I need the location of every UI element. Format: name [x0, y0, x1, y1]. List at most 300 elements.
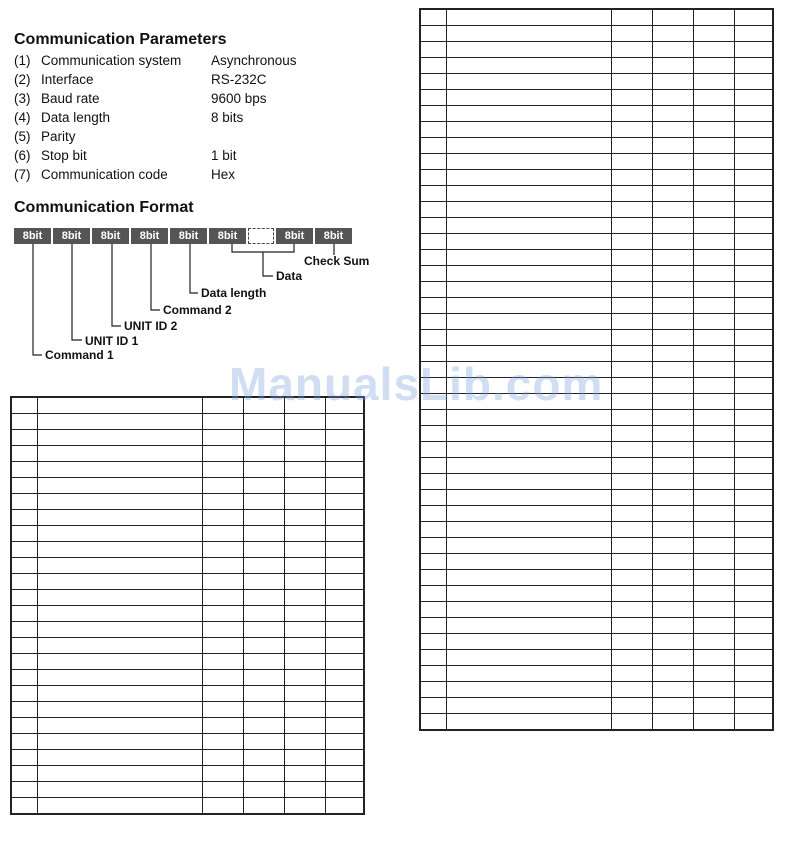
- table-cell: [611, 538, 652, 554]
- table-cell: [284, 590, 325, 606]
- table-cell: [243, 750, 284, 766]
- table-cell: [652, 538, 693, 554]
- table-row: [420, 330, 773, 346]
- table-cell: [652, 250, 693, 266]
- table-cell: [611, 298, 652, 314]
- param-value: 9600 bps: [211, 91, 267, 106]
- table-cell: [325, 638, 364, 654]
- table-cell: [284, 430, 325, 446]
- table-cell: [693, 458, 734, 474]
- table-cell: [446, 650, 611, 666]
- table-cell: [734, 522, 773, 538]
- table-row: [420, 698, 773, 714]
- label-command2: Command 2: [163, 303, 232, 317]
- table-cell: [243, 446, 284, 462]
- table-cell: [734, 570, 773, 586]
- table-cell: [420, 186, 446, 202]
- table-row: [11, 574, 364, 590]
- table-cell: [652, 618, 693, 634]
- table-cell: [734, 458, 773, 474]
- table-row: [11, 654, 364, 670]
- table-cell: [652, 154, 693, 170]
- table-cell: [611, 122, 652, 138]
- table-cell: [243, 798, 284, 815]
- table-cell: [734, 698, 773, 714]
- table-cell: [734, 186, 773, 202]
- table-cell: [734, 74, 773, 90]
- table-cell: [734, 218, 773, 234]
- table-cell: [420, 282, 446, 298]
- param-num: (1): [14, 53, 31, 68]
- table-cell: [652, 186, 693, 202]
- table-cell: [243, 622, 284, 638]
- table-cell: [693, 602, 734, 618]
- table-cell: [652, 90, 693, 106]
- table-cell: [734, 346, 773, 362]
- table-cell: [611, 634, 652, 650]
- table-row: [420, 26, 773, 42]
- table-cell: [652, 266, 693, 282]
- table-cell: [652, 682, 693, 698]
- data-bracket: [232, 244, 294, 252]
- table-cell: [284, 478, 325, 494]
- table-cell: [325, 654, 364, 670]
- table-cell: [202, 574, 243, 590]
- table-cell: [37, 446, 202, 462]
- table-cell: [325, 782, 364, 798]
- table-cell: [446, 330, 611, 346]
- table-cell: [446, 618, 611, 634]
- table-cell: [284, 462, 325, 478]
- table-cell: [652, 234, 693, 250]
- byte-cell: 8bit: [209, 228, 246, 244]
- table-cell: [446, 458, 611, 474]
- table-cell: [611, 490, 652, 506]
- table-cell: [243, 590, 284, 606]
- table-cell: [325, 542, 364, 558]
- table-cell: [693, 106, 734, 122]
- table-cell: [693, 282, 734, 298]
- table-row: [420, 618, 773, 634]
- table-cell: [611, 74, 652, 90]
- table-row: [420, 666, 773, 682]
- table-cell: [693, 618, 734, 634]
- table-cell: [611, 282, 652, 298]
- table-cell: [734, 26, 773, 42]
- table-cell: [734, 474, 773, 490]
- table-cell: [734, 298, 773, 314]
- table-cell: [652, 314, 693, 330]
- table-cell: [243, 558, 284, 574]
- table-cell: [611, 202, 652, 218]
- table-cell: [420, 698, 446, 714]
- table-cell: [202, 414, 243, 430]
- table-cell: [611, 26, 652, 42]
- table-cell: [420, 538, 446, 554]
- table-cell: [611, 682, 652, 698]
- table-cell: [446, 9, 611, 26]
- table-cell: [734, 410, 773, 426]
- table-cell: [325, 622, 364, 638]
- table-cell: [284, 542, 325, 558]
- table-cell: [325, 494, 364, 510]
- table-row: [11, 622, 364, 638]
- leader-command2: [151, 244, 160, 310]
- table-cell: [243, 702, 284, 718]
- table-row: [420, 634, 773, 650]
- table-cell: [611, 714, 652, 731]
- table-cell: [11, 494, 37, 510]
- table-cell: [284, 702, 325, 718]
- table-cell: [420, 106, 446, 122]
- table-cell: [693, 426, 734, 442]
- table-cell: [652, 666, 693, 682]
- param-label: Interface: [41, 72, 94, 87]
- table-row: [11, 414, 364, 430]
- param-num: (4): [14, 110, 31, 125]
- param-label: Parity: [41, 129, 76, 144]
- table-cell: [37, 462, 202, 478]
- table-cell: [734, 442, 773, 458]
- table-cell: [652, 490, 693, 506]
- param-label: Baud rate: [41, 91, 100, 106]
- table-cell: [325, 670, 364, 686]
- table-row: [11, 670, 364, 686]
- table-cell: [37, 638, 202, 654]
- table-row: [420, 106, 773, 122]
- table-cell: [446, 74, 611, 90]
- table-cell: [693, 522, 734, 538]
- byte-cell: 8bit: [170, 228, 207, 244]
- param-num: (2): [14, 72, 31, 87]
- table-cell: [446, 474, 611, 490]
- table-row: [420, 266, 773, 282]
- table-cell: [37, 798, 202, 815]
- table-cell: [611, 186, 652, 202]
- table-cell: [37, 654, 202, 670]
- table-cell: [693, 138, 734, 154]
- table-cell: [11, 782, 37, 798]
- table-cell: [652, 170, 693, 186]
- table-cell: [734, 378, 773, 394]
- table-cell: [37, 478, 202, 494]
- table-cell: [734, 250, 773, 266]
- table-row: [420, 522, 773, 538]
- table-cell: [420, 522, 446, 538]
- table-cell: [693, 90, 734, 106]
- table-row: [11, 462, 364, 478]
- table-cell: [693, 122, 734, 138]
- table-cell: [11, 654, 37, 670]
- table-cell: [446, 298, 611, 314]
- table-cell: [693, 346, 734, 362]
- table-cell: [420, 330, 446, 346]
- table-cell: [611, 698, 652, 714]
- table-cell: [202, 734, 243, 750]
- table-cell: [611, 394, 652, 410]
- table-cell: [734, 138, 773, 154]
- table-cell: [11, 430, 37, 446]
- table-cell: [446, 490, 611, 506]
- byte-cell: 8bit: [92, 228, 129, 244]
- table-cell: [37, 782, 202, 798]
- byte-cell: 8bit: [131, 228, 168, 244]
- table-row: [11, 734, 364, 750]
- table-cell: [420, 634, 446, 650]
- table-cell: [611, 234, 652, 250]
- table-cell: [284, 750, 325, 766]
- table-cell: [37, 606, 202, 622]
- table-cell: [611, 346, 652, 362]
- table-cell: [243, 574, 284, 590]
- table-row: [420, 586, 773, 602]
- table-cell: [325, 574, 364, 590]
- table-cell: [734, 490, 773, 506]
- table-cell: [11, 446, 37, 462]
- table-cell: [37, 526, 202, 542]
- table-cell: [284, 798, 325, 815]
- table-cell: [420, 58, 446, 74]
- param-value: RS-232C: [211, 72, 267, 87]
- table-cell: [734, 282, 773, 298]
- table-cell: [243, 782, 284, 798]
- table-row: [420, 506, 773, 522]
- table-cell: [325, 462, 364, 478]
- table-cell: [243, 478, 284, 494]
- table-cell: [420, 442, 446, 458]
- table-cell: [652, 506, 693, 522]
- table-cell: [11, 526, 37, 542]
- table-cell: [734, 362, 773, 378]
- table-cell: [446, 506, 611, 522]
- table-cell: [37, 558, 202, 574]
- table-row: [11, 526, 364, 542]
- table-row: [420, 42, 773, 58]
- table-cell: [37, 734, 202, 750]
- table-cell: [693, 74, 734, 90]
- table-row: [420, 122, 773, 138]
- table-cell: [693, 266, 734, 282]
- table-cell: [202, 654, 243, 670]
- table-cell: [202, 446, 243, 462]
- table-cell: [611, 9, 652, 26]
- table-cell: [37, 414, 202, 430]
- param-label: Stop bit: [41, 148, 87, 163]
- table-row: [11, 702, 364, 718]
- table-cell: [284, 414, 325, 430]
- table-row: [420, 282, 773, 298]
- table-cell: [446, 314, 611, 330]
- table-cell: [243, 510, 284, 526]
- table-cell: [734, 634, 773, 650]
- table-cell: [202, 478, 243, 494]
- table-cell: [37, 750, 202, 766]
- table-cell: [652, 282, 693, 298]
- table-cell: [37, 702, 202, 718]
- table-cell: [693, 650, 734, 666]
- format-heading: Communication Format: [14, 199, 194, 216]
- table-cell: [611, 650, 652, 666]
- table-cell: [734, 538, 773, 554]
- table-cell: [325, 734, 364, 750]
- table-cell: [652, 410, 693, 426]
- table-cell: [446, 666, 611, 682]
- table-cell: [446, 122, 611, 138]
- table-cell: [734, 330, 773, 346]
- table-cell: [693, 474, 734, 490]
- table-cell: [652, 346, 693, 362]
- table-cell: [11, 574, 37, 590]
- param-value: 1 bit: [211, 148, 237, 163]
- table-row: [420, 298, 773, 314]
- table-cell: [243, 606, 284, 622]
- table-cell: [652, 522, 693, 538]
- table-cell: [420, 298, 446, 314]
- table-row: [420, 714, 773, 731]
- label-data: Data: [276, 269, 303, 283]
- table-cell: [11, 670, 37, 686]
- byte-cell: 8bit: [14, 228, 51, 244]
- table-cell: [420, 90, 446, 106]
- table-row: [420, 426, 773, 442]
- table-cell: [420, 26, 446, 42]
- leader-unit-id2: [112, 244, 121, 326]
- table-cell: [734, 666, 773, 682]
- table-cell: [420, 234, 446, 250]
- table-cell: [693, 394, 734, 410]
- table-cell: [734, 58, 773, 74]
- table-cell: [734, 602, 773, 618]
- table-cell: [652, 570, 693, 586]
- table-row: [420, 458, 773, 474]
- table-cell: [611, 410, 652, 426]
- table-cell: [652, 58, 693, 74]
- table-cell: [693, 506, 734, 522]
- table-cell: [611, 314, 652, 330]
- param-value: Asynchronous: [211, 53, 297, 68]
- table-cell: [611, 106, 652, 122]
- table-cell: [693, 714, 734, 731]
- table-cell: [693, 298, 734, 314]
- table-cell: [37, 574, 202, 590]
- table-cell: [284, 686, 325, 702]
- table-cell: [734, 266, 773, 282]
- table-cell: [37, 670, 202, 686]
- table-cell: [693, 58, 734, 74]
- table-cell: [611, 570, 652, 586]
- table-cell: [611, 218, 652, 234]
- table-cell: [325, 478, 364, 494]
- table-cell: [734, 554, 773, 570]
- table-cell: [420, 602, 446, 618]
- table-cell: [611, 266, 652, 282]
- table-cell: [284, 638, 325, 654]
- table-cell: [652, 650, 693, 666]
- table-cell: [652, 218, 693, 234]
- table-cell: [284, 670, 325, 686]
- table-cell: [446, 58, 611, 74]
- table-cell: [611, 602, 652, 618]
- table-cell: [37, 494, 202, 510]
- table-cell: [446, 426, 611, 442]
- table-cell: [284, 606, 325, 622]
- table-cell: [325, 750, 364, 766]
- table-cell: [652, 9, 693, 26]
- table-cell: [611, 250, 652, 266]
- table-cell: [693, 314, 734, 330]
- table-cell: [734, 170, 773, 186]
- table-cell: [446, 250, 611, 266]
- table-row: [11, 542, 364, 558]
- table-row: [11, 606, 364, 622]
- table-cell: [243, 414, 284, 430]
- params-heading: Communication Parameters: [14, 31, 227, 48]
- table-cell: [202, 782, 243, 798]
- table-cell: [652, 330, 693, 346]
- param-label: Communication system: [41, 53, 182, 68]
- table-cell: [243, 542, 284, 558]
- table-cell: [11, 638, 37, 654]
- table-cell: [37, 430, 202, 446]
- table-cell: [37, 686, 202, 702]
- table-cell: [652, 74, 693, 90]
- table-cell: [446, 602, 611, 618]
- table-cell: [611, 586, 652, 602]
- table-cell: [652, 586, 693, 602]
- table-cell: [611, 442, 652, 458]
- table-row: [420, 218, 773, 234]
- table-cell: [446, 26, 611, 42]
- table-cell: [420, 650, 446, 666]
- param-label: Communication code: [41, 167, 168, 182]
- table-cell: [420, 42, 446, 58]
- table-cell: [611, 554, 652, 570]
- table-cell: [420, 554, 446, 570]
- table-cell: [446, 554, 611, 570]
- table-cell: [11, 478, 37, 494]
- table-cell: [284, 558, 325, 574]
- table-cell: [611, 378, 652, 394]
- table-cell: [693, 170, 734, 186]
- table-cell: [734, 42, 773, 58]
- table-cell: [202, 462, 243, 478]
- table-cell: [693, 218, 734, 234]
- table-cell: [652, 458, 693, 474]
- table-cell: [284, 766, 325, 782]
- table-cell: [420, 218, 446, 234]
- table-cell: [693, 250, 734, 266]
- table-cell: [652, 138, 693, 154]
- table-cell: [652, 602, 693, 618]
- table-row: [420, 9, 773, 26]
- table-cell: [420, 570, 446, 586]
- table-cell: [11, 558, 37, 574]
- table-row: [420, 314, 773, 330]
- table-cell: [202, 542, 243, 558]
- table-cell: [11, 542, 37, 558]
- table-cell: [611, 426, 652, 442]
- table-cell: [420, 586, 446, 602]
- table-cell: [243, 734, 284, 750]
- table-cell: [734, 234, 773, 250]
- table-cell: [325, 526, 364, 542]
- table-cell: [11, 734, 37, 750]
- table-cell: [243, 638, 284, 654]
- table-cell: [11, 414, 37, 430]
- table-cell: [420, 714, 446, 731]
- table-cell: [693, 570, 734, 586]
- table-cell: [446, 442, 611, 458]
